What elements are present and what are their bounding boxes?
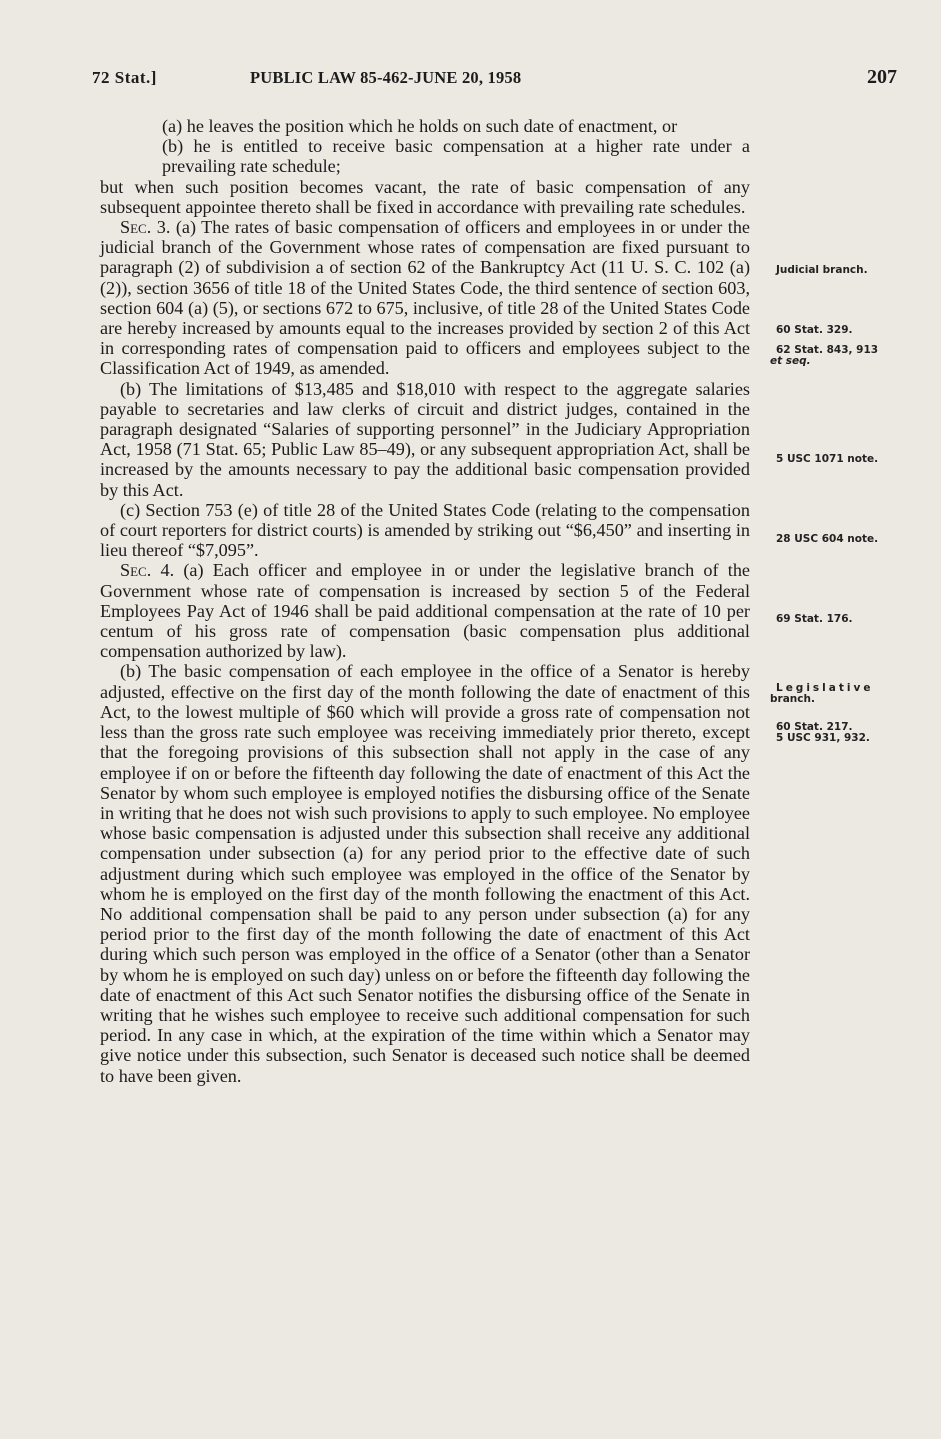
margin-note-branch: branch. [770,693,815,705]
page-number: 207 [867,66,897,88]
section-3-b: (b) The limitations of $13,485 and $18,010 with respect to the aggregate salaries payable to secretaries and law clerks of circuit and district judges, contained in the paragraph designated “Salaries of supporting personnel” in the Judiciary Appropriation Act, 1958 (71 Stat. 65; Public Law 85–49), or any subsequent appropriation Act, shall be increased by the amounts necessary to pay the additional basic compensation provided by this Act. [100,378,750,500]
margin-note-60-stat-217: 60 Stat. 217. [776,721,853,733]
section-4-a [100,560,750,661]
margin-note-62-stat-843: 62 Stat. 843, 913 [776,344,879,356]
clause-b-entitled: (b) he is entitled to receive basic compensation at a higher rate under a prevailing rate schedule; [162,136,750,177]
margin-note-69-stat-176: 69 Stat. 176. [776,613,853,625]
margin-note-judicial-branch: Judicial branch. [776,264,868,276]
margin-note-5-usc-1071: 5 USC 1071 note. [776,453,879,465]
header-title: PUBLIC LAW 85-462-JUNE 20, 1958 [250,68,522,87]
body-text [100,116,750,1086]
margin-note-28-usc-604: 28 USC 604 note. [776,533,879,545]
clause-a-leaves: (a) he leaves the position which he holds on such date of enactment, or [162,116,678,136]
section-4-label: Sec. 4. [120,560,175,581]
section-3-label: Sec. 3. [120,217,171,238]
section-3-a [100,217,750,379]
section-3-c: (c) Section 753 (e) of title 28 of the United States Code (relating to the compensation of court reporters for district courts) is amended by striking out “$6,450” and inserting in lieu thereof “$7,095”. [100,499,750,561]
section-3-a-text: (a) The rates of basic compensation of officers and employees in or under the judicial branch of the Government whose rates of compensation are fixed pursuant to paragraph (2) of subdivision a of section 62 of the Bankruptcy Act (11 U. S. C. 102 (a) (2)), section 3656 of title 18 of the United States Code, the third sentence of section 603, section 604 (a) (5), or sections 672 to 675, inclusive, of title 28 of the United States Code are hereby increased by amounts equal to the increases provided by section 2 of this Act in corresponding rates of compensation paid to officers and employees subject to the Classification Act of 1949, as amended. [100,217,751,379]
running-header [92,64,897,96]
volume-reference: 72 Stat.] [92,68,157,87]
margin-note-60-stat-329: 60 Stat. 329. [776,324,853,336]
paragraph-but-when: but when such position becomes vacant, the rate of basic compensation of any subsequent appointee thereto shall be fixed in accordance with prevailing rate schedules. [100,176,750,217]
section-4-b: (b) The basic compensation of each employee in the office of a Senator is hereby adjusted, effective on the first day of the month following the date of enactment of this Act, to the lowest multiple of $60 which will provide a gross rate of compensation not less than the gross rate such employee was receiving immediately prior thereto, except that the foregoing provisions of this subsection shall not apply in the case of any employee if on or before the fifteenth day following the date of enactment of this Act the Senator by whom such employee is employed notifies the disbursing office of the Senate in writing that he does not wish such provisions to apply to such employee. No employee whose basic compensation is adjusted under this subsection shall receive any additional compensation under subsection (a) for any period prior to the effective date of such adjustment during which such employee was employed in the office of the Senator by whom he is employed on the first day of the month following the enactment of this Act. No additional compensation shall be paid to any person under subsection (a) for any period prior to the first day of the month following the date of enactment of this Act during which such person was employed in the office of a Senator (other than a Senator by whom he is employed on such day) unless on or before the fifteenth day following the date of enactment of this Act such Senator notifies the disbursing office of the Senate in writing that he wishes such employee to receive such additional compensation for such period. In any case in which, at the expiration of the time within which a Senator may give notice under this subsection, such Senator is deceased such notice shall be deemed to have been given. [100,661,750,1086]
section-4-a-text: (a) Each officer and employee in or under the legislative branch of the Government whose rate of compensation is increased by section 5 of the Federal Employees Pay Act of 1946 shall be paid additional compensation at the rate of 10 per centum of his gross rate of compensation (basic compensation plus additional compensation authorized by law). [100,560,751,662]
margin-note-5-usc-931: 5 USC 931, 932. [776,732,870,744]
margin-note-legislative: Legislative [776,682,874,694]
margin-note-et-seq: et seq. [770,355,811,367]
